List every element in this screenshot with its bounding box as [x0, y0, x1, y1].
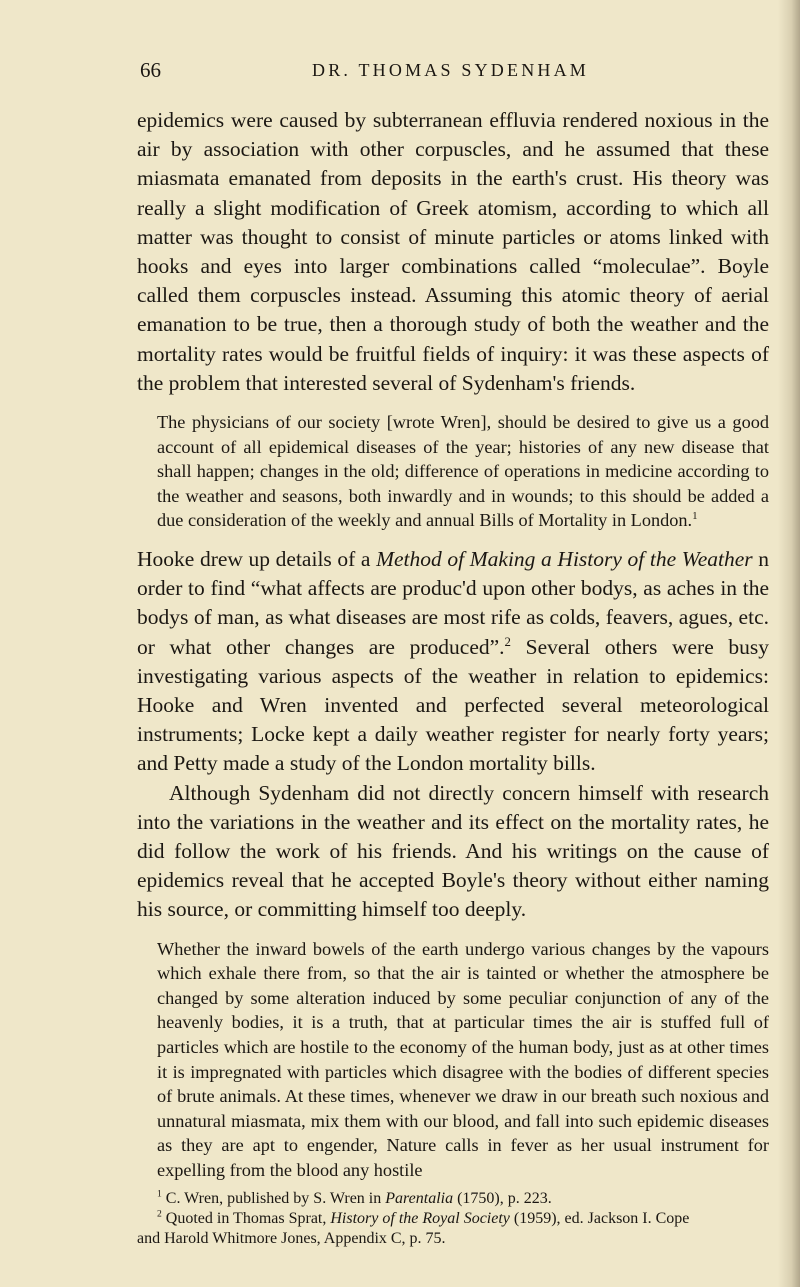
page-edge-shadow: [778, 0, 800, 1287]
body-paragraph-1: epidemics were caused by subterranean effluvia rendered noxious in the air by association with other corpuscles, and he assumed that these miasmata emanated from deposits in the earth's crust. His theory was really a slight modification of Greek atomism, according to which all matter was thought to consist of minute particles or atoms linked with hooks and eyes into larger combinations called “moleculae”. Boyle called them corpuscles instead. Assuming this atomic theory of aerial emanation to be true, then a thorough study of both the weather and the mortality rates would be fruitful fields of inquiry: it was these aspects of the problem that interested several of Sydenham's friends.: [137, 108, 769, 395]
footnote-1-lead: C. Wren, published by S. Wren in: [161, 1189, 386, 1207]
footnote-ref-2: 2: [504, 634, 511, 649]
footnote-2-lead: Quoted in Thomas Sprat,: [161, 1209, 331, 1227]
quote-text: The physicians of our society [wrote Wren], should be desired to give us a good account of all epidemical diseases of the year; histories of any new disease that shall happen; changes in the old; difference of operations in medicine according to the weather and seasons, both inwardly and in wounds; to this should be added a due consideration of the weekly and annual Bills of Mortality in London.: [157, 412, 769, 531]
para2-tail: Several others were busy investigating various aspects of the weather in relation to epidemics: Hooke and Wren invented and perfected several meteorological instruments; Locke kept a daily weather register for nearly forty years; and Petty made a study of the London mortality bills.: [137, 634, 770, 776]
block-quote-sydenham: Whether the inward bowels of the earth undergo various changes by the vapours which exhale there from, so that the air is tainted or whether the atmosphere be changed by some alteration induced by some peculiar conjunction of any of the heavenly bodies, it is a truth, that at particular times the air is stuffed full of particles which are hostile to the economy of the human body, just as at other times it is impregnated with particles which disagree with the bodies of different species of brute animals. At these times, whenever we draw in our breath such noxious and unnatural miasmata, mix them with our blood, and fall into such epidemic diseases as they are apt to engender, Nature calls in fever as her usual instrument for expelling from the blood any hostile: [157, 938, 769, 1180]
footnote-ref-1: 1: [692, 510, 698, 523]
running-head: [137, 58, 769, 84]
footnotes: [137, 1189, 769, 1249]
book-page: [137, 58, 769, 1249]
page-number: 66: [140, 58, 161, 82]
footnote-1-title: Parentalia: [385, 1189, 454, 1207]
para2-lead: Hooke drew up details of a: [137, 547, 377, 571]
para2-text: n order to find “what affects are produc'd upon other bodys, as aches in the bodys of man, as what diseases are most rife as colds, feavers, agues, etc. or what other changes are produced”.: [137, 547, 770, 659]
running-title: DR. THOMAS SYDENHAM: [312, 60, 589, 80]
footnote-1-number: 1: [157, 1188, 162, 1200]
footnote-2-number: 2: [157, 1208, 162, 1220]
footnote-1: [137, 1189, 769, 1209]
body-paragraph-3: Although Sydenham did not directly concern himself with research into the variations in the weather and its effect on the mortality rates, he did follow the work of his friends. And his writings on the cause of epidemics reveal that he accepted Boyle's theory without either naming his source, or committing himself too deeply.: [137, 780, 769, 922]
footnote-2-tail: (1959), ed. Jackson I. Cope: [509, 1209, 690, 1227]
footnote-2: [137, 1209, 769, 1229]
footnote-2-title: History of the Royal Society: [330, 1209, 510, 1227]
book-title-hooke: Method of Making a History of the Weather: [376, 547, 753, 571]
footnote-2-continuation: and Harold Whitmore Jones, Appendix C, p. 75.: [137, 1229, 446, 1247]
body-paragraph-2: [137, 545, 769, 779]
footnote-1-tail: (1750), p. 223.: [453, 1189, 552, 1207]
block-quote-wren: [137, 410, 769, 533]
